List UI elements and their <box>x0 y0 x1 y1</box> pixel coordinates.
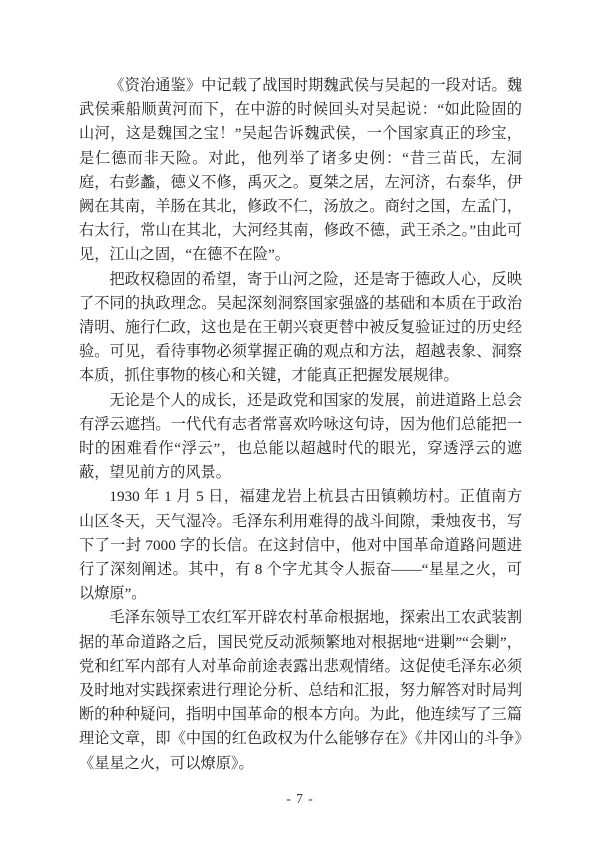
body-paragraph-5: 毛泽东领导工农红军开辟农村革命根据地，探索出工农武装割据的革命道路之后，国民党反动派频繁地对根据地“进剿”“会剿”，党和红军内部有人对革命前途表露出悲观情绪。这促使毛泽东必须及时地对实践探索进行理论分析、总结和汇报，努力解答对时局判断的种种疑问，指明中国革命的根本方向。为此，他连续写了三篇理论文章，即《中国的红色政权为什么能够存在》《井冈山的斗争》《星星之火，可以燎原》。 <box>79 609 522 772</box>
body-paragraph-2: 把政权稳固的希望，寄于山河之险，还是寄于德政人心，反映了不同的执政理念。吴起深刻洞察国家强盛的基础和本质在于政治清明、施行仁政，这也是在王朝兴衰更替中被反复验证过的历史经验。可见，看待事物必须掌握正确的观点和方法，超越表象、洞察本质，抓住事物的核心和关键，才能真正把握发展规律。 <box>79 270 522 385</box>
body-paragraph-4: 1930 年 1 月 5 日，福建龙岩上杭县古田镇赖坊村。正值南方山区冬天，天气湿冷。毛泽东利用难得的战斗间隙，秉烛夜书，写下了一封 7000 字的长信。在这封信中，他对中国革命道路问题进行了深刻阐述。其中，有 8 个字尤其令人振奋——“星星之火，可以燎原”。 <box>79 488 522 603</box>
body-paragraph-3: 无论是个人的成长，还是政党和国家的发展，前进道路上总会有浮云遮挡。一代代有志者常喜欢吟咏这句诗，因为他们总能把一时的困难看作“浮云”，也总能以超越时代的眼光，穿透浮云的遮蔽，望见前方的风景。 <box>79 391 522 482</box>
page-number: - 7 - <box>286 791 314 806</box>
body-paragraph-1: 《资治通鉴》中记载了战国时期魏武侯与吴起的一段对话。魏武侯乘船顺黄河而下，在中游的时候回头对吴起说：“如此险固的山河，这是魏国之宝！”吴起告诉魏武侯，一个国家真正的珍宝，是仁德而非天险。对此，他列举了诸多史例：“昔三苗氏，左洞庭，右彭蠡，德义不修，禹灭之。夏桀之居，左河济，右泰华，伊阙在其南，羊肠在其北，修政不仁，汤放之。商纣之国，左孟门，右太行，常山在其北，大河经其南，修政不德，武王杀之。”由此可见，江山之固，“在德不在险”。 <box>79 77 522 264</box>
document-body <box>79 74 522 776</box>
